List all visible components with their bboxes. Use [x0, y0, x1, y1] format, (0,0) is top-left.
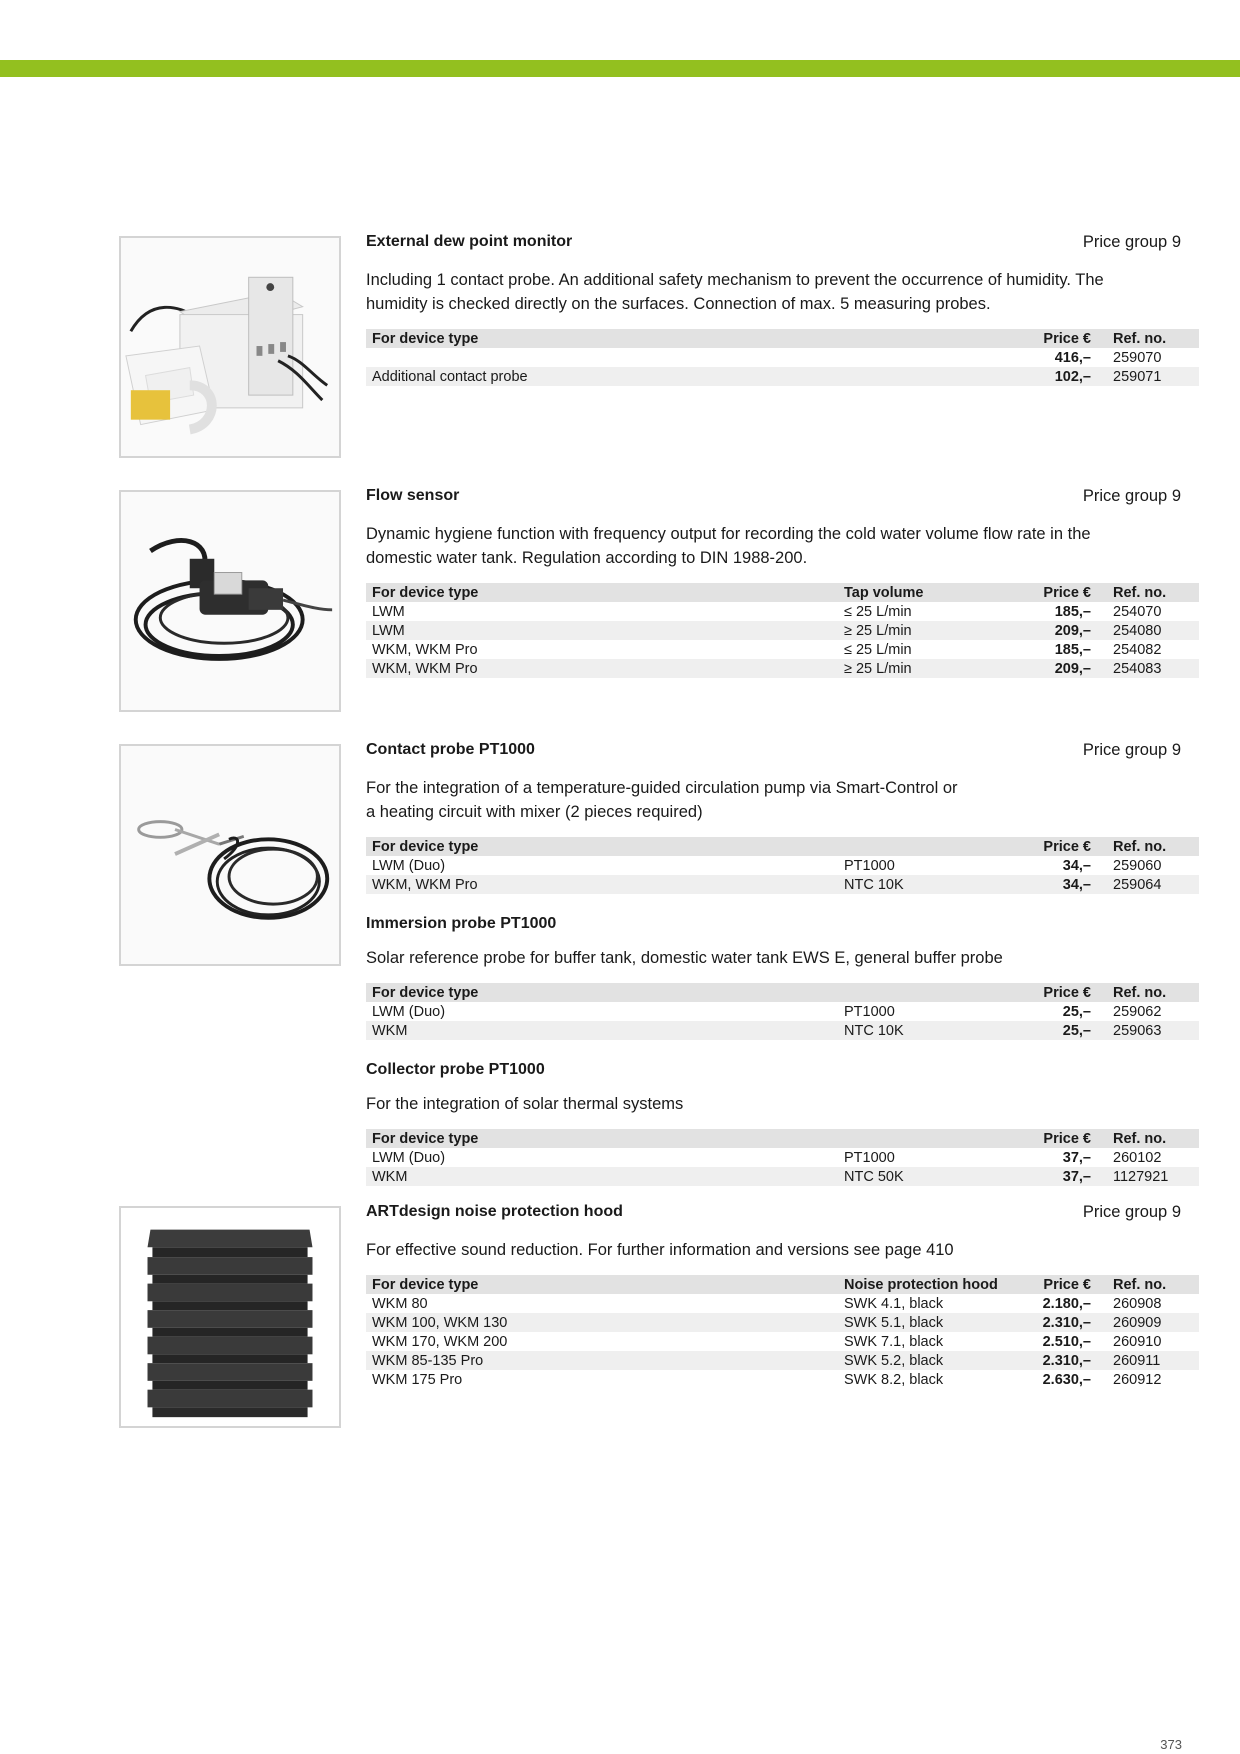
cell-mid: SWK 5.1, black — [838, 1313, 1010, 1332]
header-device-type: For device type — [366, 329, 838, 348]
cell-mid: PT1000 — [838, 856, 1010, 875]
cell-mid — [838, 348, 1010, 367]
product-title: ARTdesign noise protection hood — [366, 1203, 623, 1220]
cell-ref: 259060 — [1105, 856, 1199, 875]
cell-ref: 260912 — [1105, 1370, 1199, 1389]
table-header-row — [366, 837, 1199, 856]
cell-price: 185,– — [1010, 602, 1105, 621]
cell-price: 37,– — [1010, 1167, 1105, 1186]
table-row — [366, 1332, 1199, 1351]
cell-price: 2.510,– — [1010, 1332, 1105, 1351]
cell-type: LWM — [366, 602, 838, 621]
cell-ref: 1127921 — [1105, 1167, 1199, 1186]
product-title: Contact probe PT1000 — [366, 741, 535, 758]
cell-ref: 259064 — [1105, 875, 1199, 894]
section-probes — [366, 740, 1181, 1186]
cell-ref: 259071 — [1105, 367, 1199, 386]
cell-mid: SWK 5.2, black — [838, 1351, 1010, 1370]
header-device-type: For device type — [366, 1275, 838, 1294]
header-ref: Ref. no. — [1105, 1275, 1199, 1294]
table-row — [366, 348, 1199, 367]
price-group: Price group 9 — [1082, 487, 1181, 505]
cell-ref: 260910 — [1105, 1332, 1199, 1351]
sub-product-title: Immersion probe PT1000 — [366, 915, 557, 932]
cell-type: WKM 80 — [366, 1294, 838, 1313]
price-group: Price group 9 — [1082, 741, 1181, 759]
cell-price: 2.180,– — [1010, 1294, 1105, 1313]
table-row — [366, 1167, 1199, 1186]
cell-ref: 260911 — [1105, 1351, 1199, 1370]
cell-price: 209,– — [1010, 659, 1105, 678]
table-row — [366, 1370, 1199, 1389]
page-number: 373 — [1160, 1737, 1182, 1752]
header-ref: Ref. no. — [1105, 983, 1199, 1002]
cell-ref: 254083 — [1105, 659, 1199, 678]
cell-mid: NTC 10K — [838, 1021, 1010, 1040]
noise-protection-hood-image — [119, 1206, 341, 1428]
cell-ref: 254070 — [1105, 602, 1199, 621]
description-line: For the integration of a temperature-guided circulation pump via Smart-Control or — [366, 779, 958, 797]
price-table — [366, 1275, 1199, 1389]
cell-price: 34,– — [1010, 875, 1105, 894]
table-row — [366, 602, 1199, 621]
cell-mid: PT1000 — [838, 1148, 1010, 1167]
cell-price: 34,– — [1010, 856, 1105, 875]
section-flow-sensor — [366, 486, 1181, 678]
cell-mid: NTC 50K — [838, 1167, 1010, 1186]
section-noise-protection-hood — [366, 1202, 1181, 1389]
price-group: Price group 9 — [1082, 1203, 1181, 1221]
table-row — [366, 621, 1199, 640]
header-mid — [838, 1129, 1010, 1148]
table-header-row — [366, 329, 1199, 348]
cell-price: 37,– — [1010, 1148, 1105, 1167]
cell-mid: ≤ 25 L/min — [838, 602, 1010, 621]
product-description: Including 1 contact probe. An additional safety mechanism to prevent the occurrence of humidity. The humidity is checked directly on the surfaces. Connection of max. 5 measuring probes. — [366, 271, 1104, 313]
header-device-type: For device type — [366, 983, 838, 1002]
dew-point-monitor-image — [119, 236, 341, 458]
header-mid — [838, 983, 1010, 1002]
table-row — [366, 875, 1199, 894]
accent-bar — [0, 60, 1240, 77]
cell-type: WKM — [366, 1167, 838, 1186]
header-price: Price € — [1010, 983, 1105, 1002]
table-header-row — [366, 583, 1199, 602]
header-ref: Ref. no. — [1105, 837, 1199, 856]
sub-product-description: For the integration of solar thermal systems — [366, 1095, 684, 1113]
price-table — [366, 329, 1199, 386]
product-title: Flow sensor — [366, 487, 460, 504]
table-row — [366, 640, 1199, 659]
table-row — [366, 1002, 1199, 1021]
cell-type: WKM 85-135 Pro — [366, 1351, 838, 1370]
header-tap-volume: Tap volume — [838, 583, 1010, 602]
description-line: a heating circuit with mixer (2 pieces required) — [366, 803, 703, 821]
header-price: Price € — [1010, 1129, 1105, 1148]
cell-type: LWM — [366, 621, 838, 640]
price-table — [366, 1129, 1199, 1186]
cell-price: 209,– — [1010, 621, 1105, 640]
cell-mid: SWK 7.1, black — [838, 1332, 1010, 1351]
product-description: For effective sound reduction. For further information and versions see page 410 — [366, 1241, 954, 1259]
header-price: Price € — [1010, 583, 1105, 602]
header-noise-hood: Noise protection hood — [838, 1275, 1010, 1294]
contact-probe-image — [119, 744, 341, 966]
sub-product-title: Collector probe PT1000 — [366, 1061, 545, 1078]
cell-ref: 260908 — [1105, 1294, 1199, 1313]
cell-mid: ≤ 25 L/min — [838, 640, 1010, 659]
cell-type: WKM — [366, 1021, 838, 1040]
cell-type: LWM (Duo) — [366, 1002, 838, 1021]
product-title: External dew point monitor — [366, 233, 573, 250]
price-table — [366, 837, 1199, 894]
cell-mid: ≥ 25 L/min — [838, 621, 1010, 640]
cell-mid: NTC 10K — [838, 875, 1010, 894]
cell-type — [366, 348, 838, 367]
cell-type: Additional contact probe — [366, 367, 838, 386]
price-table — [366, 583, 1199, 678]
cell-type: WKM, WKM Pro — [366, 875, 838, 894]
header-price: Price € — [1010, 837, 1105, 856]
table-row — [366, 856, 1199, 875]
cell-ref: 260102 — [1105, 1148, 1199, 1167]
cell-ref: 259062 — [1105, 1002, 1199, 1021]
cell-type: WKM 170, WKM 200 — [366, 1332, 838, 1351]
table-header-row — [366, 983, 1199, 1002]
cell-price: 25,– — [1010, 1002, 1105, 1021]
product-description: Dynamic hygiene function with frequency output for recording the cold water volume flow rate in the domestic water tank. Regulation according to DIN 1988-200. — [366, 525, 1091, 567]
table-header-row — [366, 1275, 1199, 1294]
header-ref: Ref. no. — [1105, 583, 1199, 602]
cell-mid — [838, 367, 1010, 386]
table-row — [366, 1351, 1199, 1370]
cell-mid: ≥ 25 L/min — [838, 659, 1010, 678]
header-mid — [838, 837, 1010, 856]
cell-ref: 259070 — [1105, 348, 1199, 367]
table-row — [366, 1148, 1199, 1167]
table-header-row — [366, 1129, 1199, 1148]
header-device-type: For device type — [366, 837, 838, 856]
table-row — [366, 367, 1199, 386]
cell-ref: 254082 — [1105, 640, 1199, 659]
header-mid — [838, 329, 1010, 348]
cell-mid: SWK 4.1, black — [838, 1294, 1010, 1313]
table-row — [366, 659, 1199, 678]
cell-type: LWM (Duo) — [366, 856, 838, 875]
cell-type: WKM, WKM Pro — [366, 640, 838, 659]
header-device-type: For device type — [366, 1129, 838, 1148]
header-price: Price € — [1010, 1275, 1105, 1294]
cell-price: 2.310,– — [1010, 1351, 1105, 1370]
cell-price: 2.310,– — [1010, 1313, 1105, 1332]
table-row — [366, 1021, 1199, 1040]
header-price: Price € — [1010, 329, 1105, 348]
table-row — [366, 1294, 1199, 1313]
cell-type: WKM, WKM Pro — [366, 659, 838, 678]
cell-type: WKM 100, WKM 130 — [366, 1313, 838, 1332]
cell-price: 2.630,– — [1010, 1370, 1105, 1389]
header-ref: Ref. no. — [1105, 329, 1199, 348]
cell-type: WKM 175 Pro — [366, 1370, 838, 1389]
product-description — [366, 776, 1181, 824]
price-table — [366, 983, 1199, 1040]
price-group: Price group 9 — [1082, 233, 1181, 251]
header-ref: Ref. no. — [1105, 1129, 1199, 1148]
flow-sensor-image — [119, 490, 341, 712]
cell-mid: SWK 8.2, black — [838, 1370, 1010, 1389]
cell-ref: 260909 — [1105, 1313, 1199, 1332]
cell-ref: 254080 — [1105, 621, 1199, 640]
header-device-type: For device type — [366, 583, 838, 602]
section-dew-point-monitor — [366, 232, 1181, 386]
cell-price: 25,– — [1010, 1021, 1105, 1040]
cell-type: LWM (Duo) — [366, 1148, 838, 1167]
cell-price: 102,– — [1010, 367, 1105, 386]
cell-ref: 259063 — [1105, 1021, 1199, 1040]
cell-mid: PT1000 — [838, 1002, 1010, 1021]
table-row — [366, 1313, 1199, 1332]
sub-product-description: Solar reference probe for buffer tank, domestic water tank EWS E, general buffer probe — [366, 949, 1003, 967]
cell-price: 185,– — [1010, 640, 1105, 659]
cell-price: 416,– — [1010, 348, 1105, 367]
